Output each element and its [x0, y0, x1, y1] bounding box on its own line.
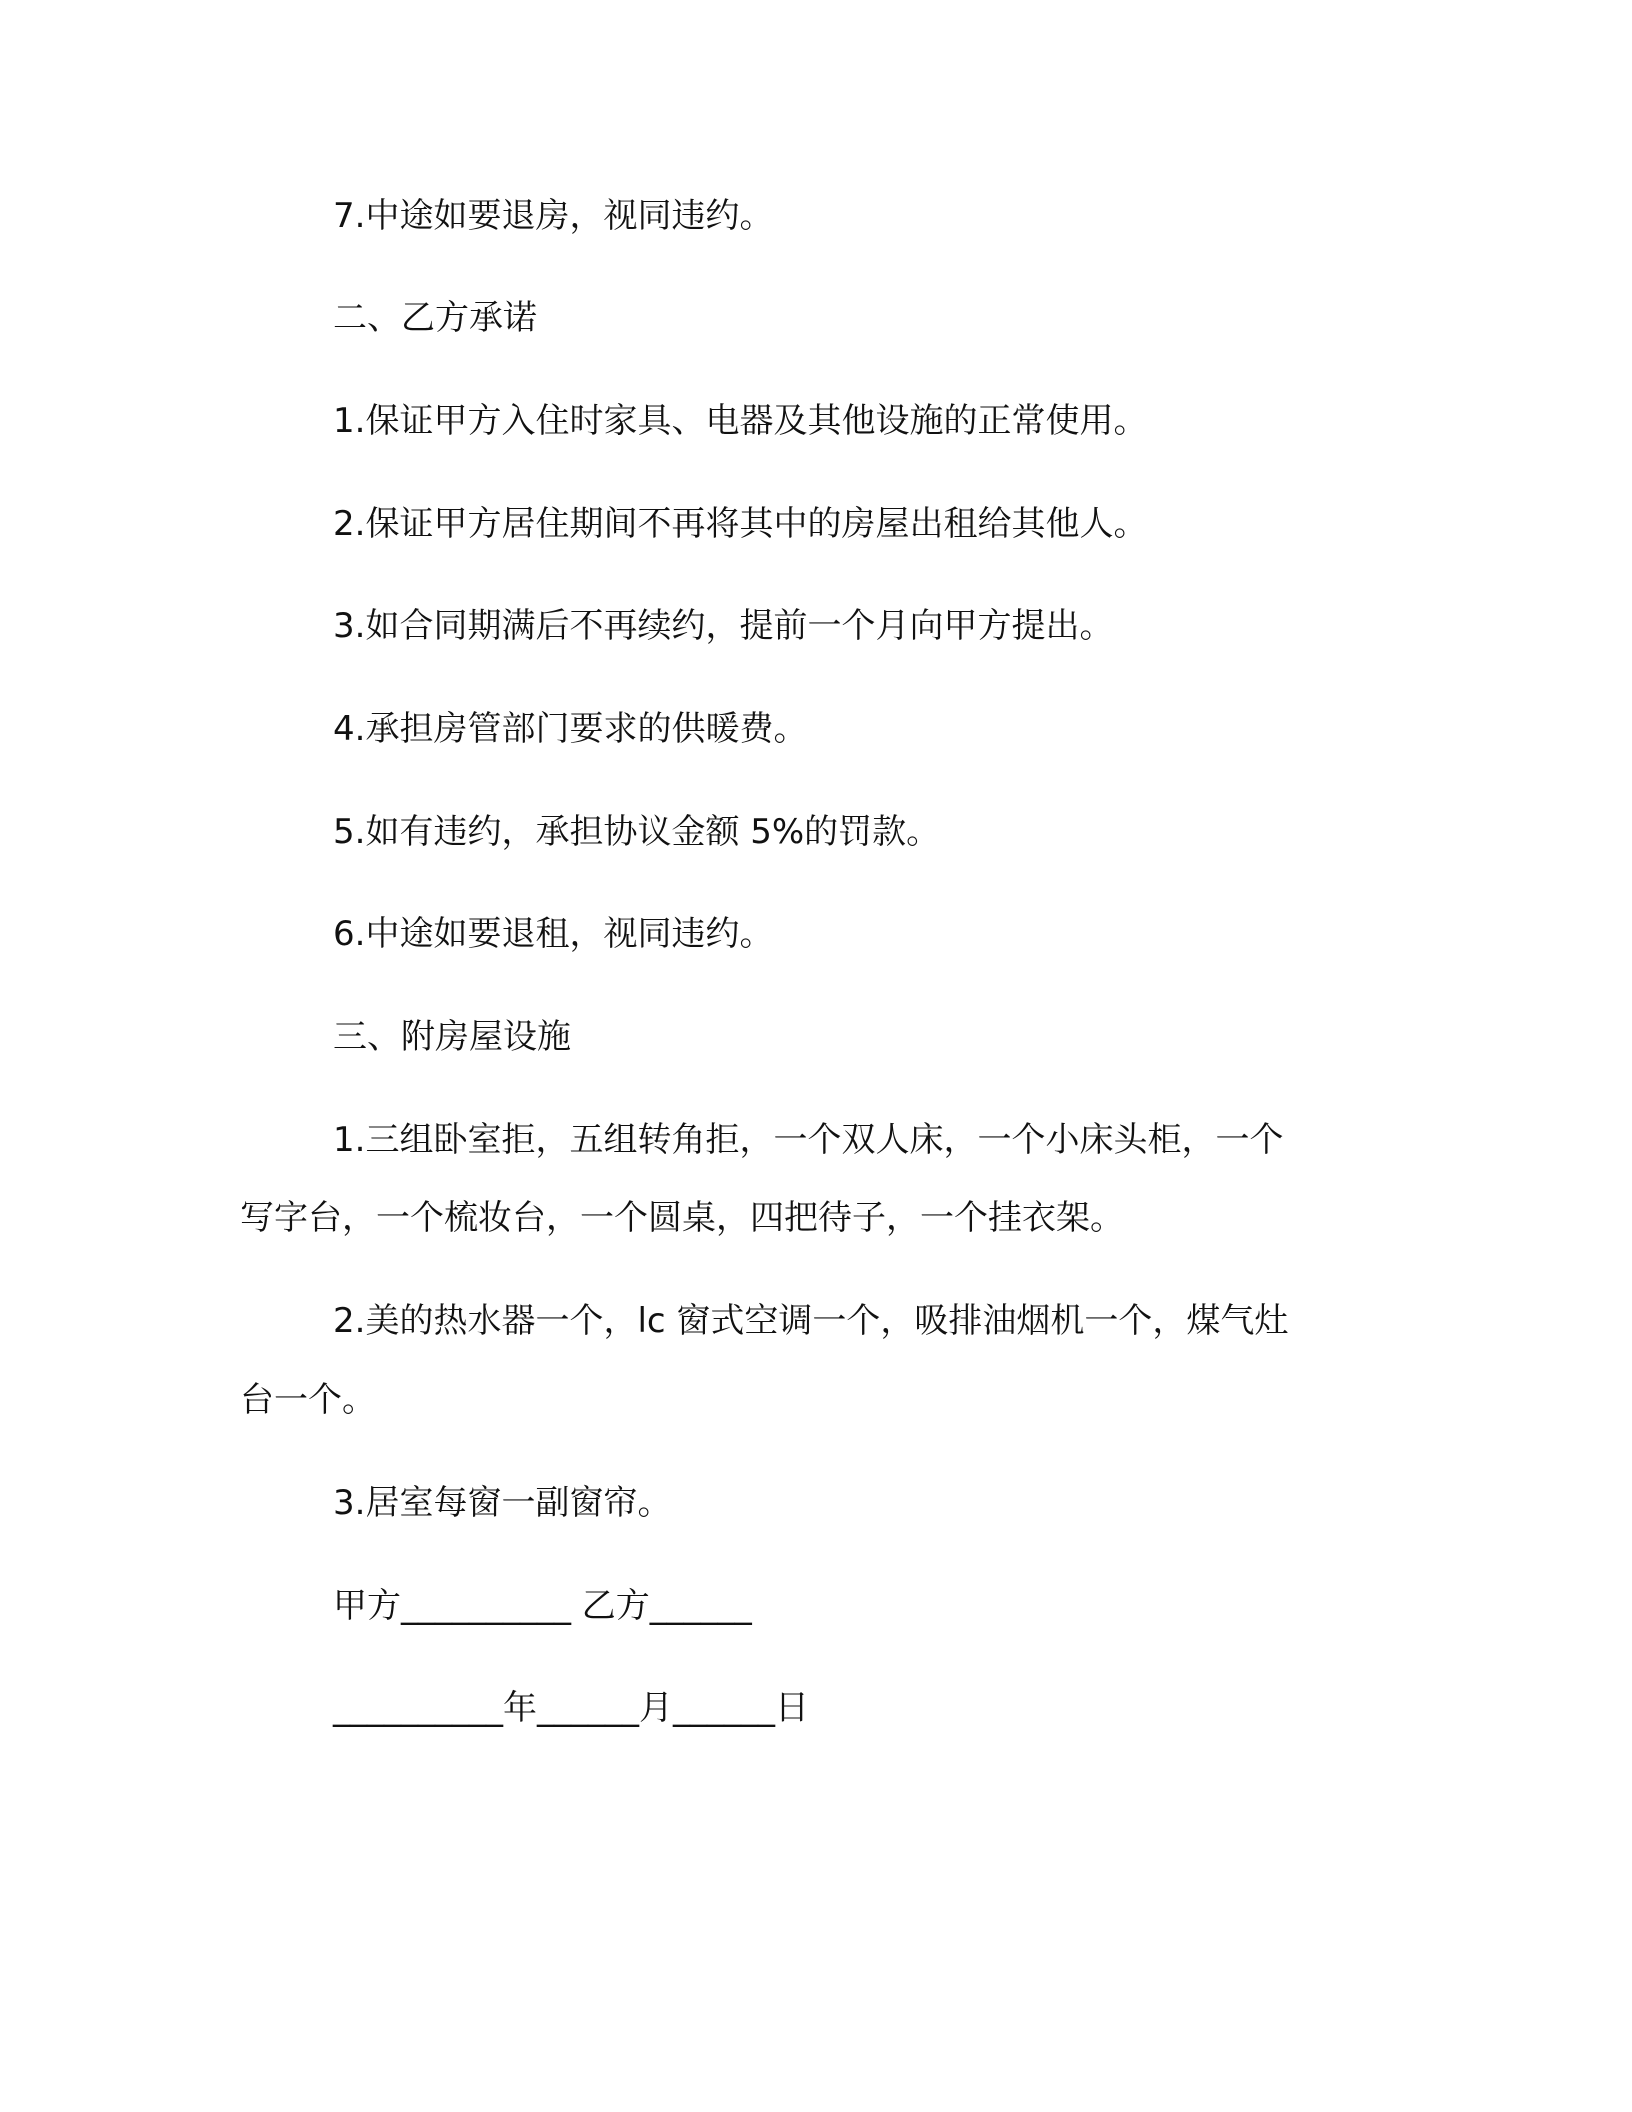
promise-item-2: 2.保证甲方居住期间不再将其中的房屋出租给其他人。 [333, 504, 1148, 544]
facility-item-2-line-2: 台一个。 [240, 1380, 376, 1420]
date-line: __________年______月______日 [333, 1688, 809, 1728]
facility-item-2-line-1: 2.美的热水器一个，lc 窗式空调一个，吸排油烟机一个，煤气灶 [333, 1301, 1289, 1341]
section-heading-party-b-promises: 二、乙方承诺 [333, 298, 537, 338]
facility-item-3: 3.居室每窗一副窗帘。 [333, 1483, 672, 1523]
promise-item-6: 6.中途如要退租，视同违约。 [333, 914, 774, 954]
clause-7-move-out: 7.中途如要退房，视同违约。 [333, 196, 774, 236]
promise-item-5: 5.如有违约，承担协议金额 5%的罚款。 [333, 812, 941, 852]
facility-item-1-line-1: 1.三组卧室拒，五组转角拒，一个双人床，一个小床头柜，一个 [333, 1120, 1284, 1160]
promise-item-3: 3.如合同期满后不再续约，提前一个月向甲方提出。 [333, 606, 1114, 646]
signature-line: 甲方__________ 乙方______ [333, 1586, 752, 1626]
promise-item-1: 1.保证甲方入住时家具、电器及其他设施的正常使用。 [333, 401, 1148, 441]
promise-item-4: 4.承担房管部门要求的供暖费。 [333, 709, 808, 749]
facility-item-1-line-2: 写字台，一个梳妆台，一个圆桌，四把待子，一个挂衣架。 [240, 1198, 1124, 1238]
section-heading-facilities: 三、附房屋设施 [333, 1017, 571, 1057]
